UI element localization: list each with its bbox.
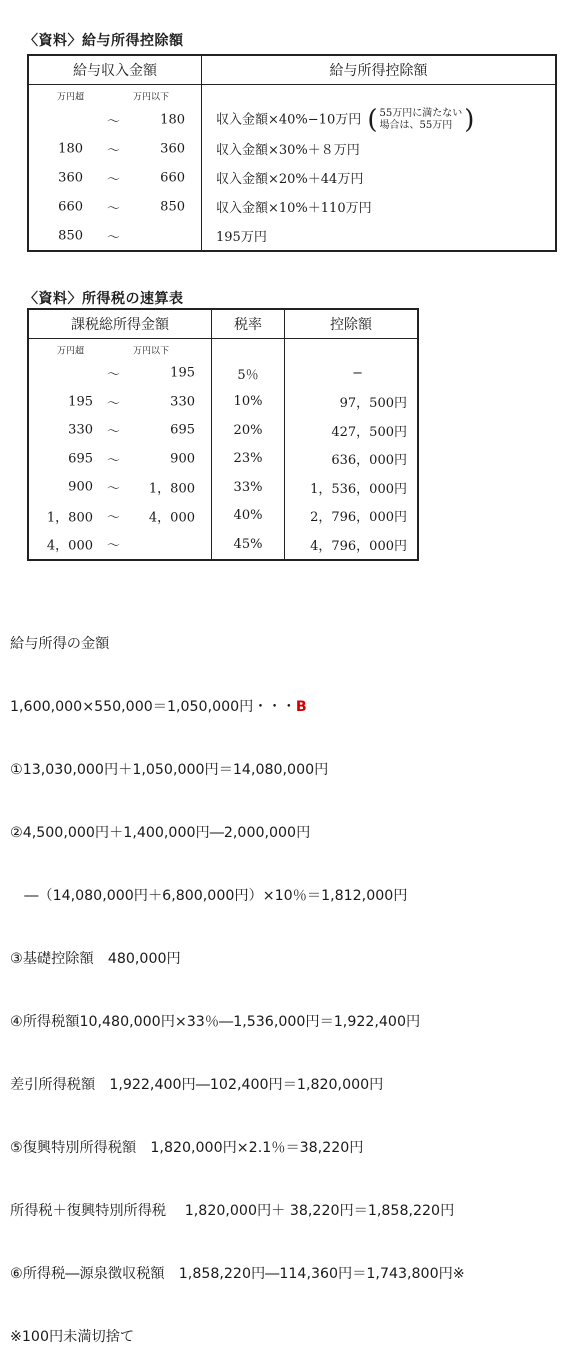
table-row (28, 359, 418, 388)
calc-line: ※100円未満切捨て (10, 1329, 135, 1345)
range-low: 850 (58, 228, 83, 243)
range-tilde: 〜 (107, 396, 121, 412)
header-taxable-income: 課税総所得金額 (28, 309, 212, 339)
note-line-2: 場合は、55万円 (379, 119, 453, 131)
unit-row (28, 339, 418, 360)
range-tilde: 〜 (107, 510, 121, 526)
deduction-formula: 収入金額×20%＋44万円 (216, 172, 364, 187)
income-tax-table (27, 308, 419, 561)
salary-deduction-table (27, 54, 557, 252)
range-low: 660 (58, 199, 83, 214)
table-row (28, 192, 556, 221)
range-tilde: 〜 (107, 367, 121, 383)
range-low: 695 (68, 451, 93, 467)
tax-deduction: 2，796，000円 (310, 510, 407, 526)
formula-note: ( 55万円に満たない 場合は、55万円 ) (367, 104, 475, 135)
range-tilde: 〜 (107, 481, 121, 497)
range-high: 195 (170, 365, 195, 381)
tax-rate: 10% (212, 388, 285, 417)
tax-deduction: 636，000円 (331, 453, 407, 469)
tax-deduction: 1，536，000円 (310, 481, 407, 497)
range-high: 695 (170, 422, 195, 438)
calc-line: 給与所得の金額 (10, 636, 110, 652)
calc-line: 所得税＋復興特別所得税 1,820,000円＋ 38,220円＝1,858,220円 (10, 1203, 455, 1219)
range-high: 360 (160, 141, 185, 156)
table-row (28, 105, 556, 134)
range-tilde: 〜 (107, 143, 121, 158)
deduction-formula: 195万円 (216, 230, 267, 245)
calc-line: ④所得税額10,480,000円×33％―1,536,000円＝1,922,400円 (10, 1014, 421, 1030)
tax-rate: 5％ (212, 359, 285, 388)
tax-deduction: 97，500円 (339, 396, 407, 412)
table-row (28, 473, 418, 502)
calc-line: ⑥所得税―源泉徴収税額 1,858,220円―114,360円＝1,743,800円※ (10, 1266, 465, 1282)
deduction-formula: 収入金額×10%＋110万円 (216, 201, 372, 216)
calc-line: ①13,030,000円＋1,050,000円＝14,080,000円 (10, 762, 329, 778)
unit-over: 万円超 (57, 346, 85, 357)
range-tilde: 〜 (107, 538, 121, 554)
table-row (28, 416, 418, 445)
range-high: 1，800 (148, 481, 195, 497)
calc-text: 1,600,000×550,000＝1,050,000円・・・ (10, 699, 296, 715)
tax-table-caption: 〈資料〉所得税の速算表 (24, 291, 184, 307)
range-low: 900 (68, 479, 93, 495)
table-row (28, 388, 418, 417)
header-income: 給与収入金額 (28, 55, 202, 85)
calc-line: ⑤復興特別所得税額 1,820,000円×2.1％＝38,220円 (10, 1140, 364, 1156)
table-row (28, 530, 418, 560)
range-low: 180 (58, 141, 83, 156)
table-row (28, 502, 418, 531)
range-high: 900 (170, 451, 195, 467)
range-high: 850 (160, 199, 185, 214)
tax-rate: 40% (212, 502, 285, 531)
tax-rate: 33% (212, 473, 285, 502)
table-row (28, 445, 418, 474)
calc-line: ③基礎控除額 480,000円 (10, 951, 181, 967)
unit-under: 万円以下 (133, 346, 170, 357)
table-header-row (28, 309, 418, 339)
salary-table-caption: 〈資料〉給与所得控除額 (24, 33, 184, 49)
range-tilde: 〜 (107, 172, 121, 187)
unit-over: 万円超 (57, 92, 85, 103)
range-high: 660 (160, 170, 185, 185)
range-low: 360 (58, 170, 83, 185)
range-tilde: 〜 (107, 453, 121, 469)
note-line-1: 55万円に満たない (379, 107, 463, 119)
tax-deduction: 4，796，000円 (310, 538, 407, 554)
range-tilde: 〜 (107, 230, 121, 245)
calc-line: ―（14,080,000円＋6,800,000円）×10％＝1,812,000円 (10, 888, 408, 904)
answer-mark: B (295, 699, 307, 715)
range-low: 330 (68, 422, 93, 438)
table-row (28, 163, 556, 192)
range-tilde: 〜 (107, 424, 121, 440)
table-header-row (28, 55, 556, 85)
range-low: 195 (68, 394, 93, 410)
unit-under: 万円以下 (133, 92, 170, 103)
header-deduction: 控除額 (285, 309, 419, 339)
calc-line: ②4,500,000円＋1,400,000円―2,000,000円 (10, 825, 311, 841)
table-row (28, 134, 556, 163)
tax-rate: 23% (212, 445, 285, 474)
tax-deduction: − (352, 365, 363, 381)
range-high: 330 (170, 394, 195, 410)
range-high: 4，000 (148, 510, 195, 526)
range-low: 4，000 (46, 538, 93, 554)
header-rate: 税率 (212, 309, 285, 339)
range-high: 180 (160, 112, 185, 127)
unit-row (28, 85, 556, 106)
table-row (28, 221, 556, 251)
calc-line: 差引所得税額 1,922,400円―102,400円＝1,820,000円 (10, 1077, 384, 1093)
calc-line (10, 697, 570, 718)
range-low: 1，800 (46, 510, 93, 526)
range-tilde: 〜 (107, 201, 121, 216)
header-deduction: 給与所得控除額 (202, 55, 557, 85)
deduction-formula: 収入金額×30%＋８万円 (216, 143, 360, 158)
range-tilde: 〜 (107, 114, 121, 129)
tax-rate: 45% (212, 530, 285, 560)
tax-deduction: 427，500円 (331, 424, 407, 440)
tax-rate: 20% (212, 416, 285, 445)
deduction-formula: 収入金額×40%−10万円 (216, 112, 362, 127)
calculation-block (10, 592, 570, 1369)
